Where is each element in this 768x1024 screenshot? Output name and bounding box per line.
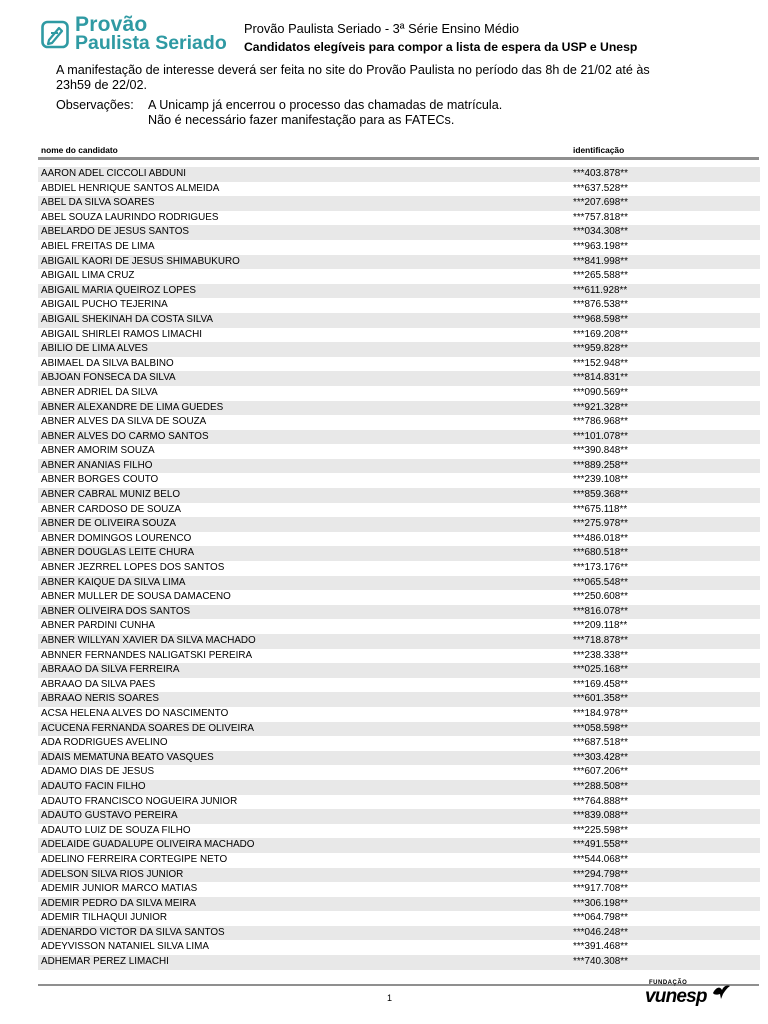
table-row: [38, 838, 760, 853]
table-row: [38, 269, 760, 284]
table-row: [38, 298, 760, 313]
candidate-identification: ***876.538**: [573, 299, 628, 311]
vunesp-logo-text: vunesp: [645, 986, 707, 1007]
candidate-identification: ***101.078**: [573, 430, 628, 442]
candidate-identification: ***152.948**: [573, 357, 628, 369]
candidate-name: ABIMAEL DA SILVA BALBINO: [41, 357, 174, 369]
table-row: [38, 342, 760, 357]
candidate-name: ADAUTO FRANCISCO NOGUEIRA JUNIOR: [41, 795, 238, 807]
observation-fatecs: Não é necessário fazer manifestação para as FATECs.: [148, 113, 455, 127]
candidate-identification: ***921.328**: [573, 401, 628, 413]
table-row: [38, 663, 760, 678]
candidate-name: ABELARDO DE JESUS SANTOS: [41, 226, 189, 238]
table-row: [38, 328, 760, 343]
candidate-identification: ***491.558**: [573, 839, 628, 851]
candidate-identification: ***173.176**: [573, 562, 628, 574]
candidate-identification: ***839.088**: [573, 810, 628, 822]
candidate-identification: ***090.569**: [573, 386, 628, 398]
candidate-name: ABNER DOUGLAS LEITE CHURA: [41, 547, 195, 559]
candidate-name: ABIGAIL MARIA QUEIROZ LOPES: [41, 284, 196, 296]
table-row: [38, 809, 760, 824]
table-row: [38, 401, 760, 416]
vunesp-logo-small-text: FUNDAÇÃO: [649, 980, 688, 986]
table-row: [38, 386, 760, 401]
table-row: [38, 868, 760, 883]
candidate-identification: ***611.928**: [573, 284, 628, 296]
table-row: [38, 795, 760, 810]
candidate-name: ABEL DA SILVA SOARES: [41, 197, 155, 209]
candidate-identification: ***225.598**: [573, 824, 628, 836]
candidate-name: ABNER ALVES DA SILVA DE SOUZA: [41, 416, 207, 428]
table-row: [38, 692, 760, 707]
candidate-name: ABRAAO DA SILVA FERREIRA: [41, 664, 180, 676]
table-row: [38, 576, 760, 591]
table-row: [38, 955, 760, 970]
vunesp-logo: [643, 980, 733, 1010]
candidate-name: ABNER BORGES COUTO: [41, 474, 159, 486]
table-row: [38, 678, 760, 693]
candidate-identification: ***207.698**: [573, 197, 628, 209]
table-row: [38, 517, 760, 532]
candidate-identification: ***764.888**: [573, 795, 628, 807]
candidate-name: ABEL SOUZA LAURINDO RODRIGUES: [41, 211, 219, 223]
table-row: [38, 167, 760, 182]
observations-label: Observações:: [56, 98, 134, 112]
candidate-identification: ***391.468**: [573, 941, 628, 953]
candidate-name: ABIGAIL PUCHO TEJERINA: [41, 299, 168, 311]
candidate-name: ABILIO DE LIMA ALVES: [41, 343, 148, 355]
candidate-identification: ***265.588**: [573, 270, 628, 282]
candidate-name: ADAUTO FACIN FILHO: [41, 780, 146, 792]
candidate-name: ABRAAO NERIS SOARES: [41, 693, 159, 705]
table-row: [38, 619, 760, 634]
document-title: Provão Paulista Seriado - 3ª Série Ensino Médio: [244, 21, 520, 36]
candidate-name: ADAUTO GUSTAVO PEREIRA: [41, 810, 178, 822]
candidate-identification: ***403.878**: [573, 168, 628, 179]
candidate-name: ABNNER FERNANDES NALIGATSKI PEREIRA: [41, 649, 253, 661]
candidate-identification: ***544.068**: [573, 853, 628, 865]
candidate-name: ABNER ANANIAS FILHO: [41, 459, 153, 471]
table-row: [38, 225, 760, 240]
candidate-identification: ***917.708**: [573, 883, 628, 895]
candidate-name: ABNER WILLYAN XAVIER DA SILVA MACHADO: [41, 635, 256, 646]
table-row: [38, 649, 760, 664]
candidate-identification: ***250.608**: [573, 591, 628, 603]
candidate-identification: ***841.998**: [573, 255, 628, 267]
table-row: [38, 911, 760, 926]
table-row: [38, 473, 760, 488]
table-row: [38, 532, 760, 547]
table-row: [38, 590, 760, 605]
table-row: [38, 211, 760, 226]
candidate-identification: ***303.428**: [573, 751, 628, 763]
table-row: [38, 240, 760, 255]
table-row: [38, 415, 760, 430]
table-row: [38, 459, 760, 474]
candidate-identification: ***718.878**: [573, 635, 628, 646]
column-header-name: nome do candidato: [41, 145, 118, 155]
candidate-identification: ***675.118**: [573, 503, 628, 515]
candidate-identification: ***275.978**: [573, 518, 628, 530]
table-row: [38, 371, 760, 386]
candidate-name: ADAIS MEMATUNA BEATO VASQUES: [41, 751, 214, 763]
candidate-name: ABIGAIL SHEKINAH DA COSTA SILVA: [41, 313, 213, 325]
table-row: [38, 722, 760, 737]
table-row: [38, 897, 760, 912]
candidate-name: AARON ADEL CICCOLI ABDUNI: [41, 168, 187, 179]
table-row: [38, 444, 760, 459]
candidate-name: ABJOAN FONSECA DA SILVA: [41, 372, 176, 384]
candidate-name: ABNER CARDOSO DE SOUZA: [41, 503, 181, 515]
logo-text-line1: Provão: [75, 13, 148, 36]
candidate-identification: ***859.368**: [573, 489, 628, 501]
candidate-identification: ***209.118**: [573, 620, 628, 632]
candidate-name: ADELAIDE GUADALUPE OLIVEIRA MACHADO: [41, 839, 255, 851]
candidate-identification: ***058.598**: [573, 722, 628, 734]
candidate-identification: ***680.518**: [573, 547, 628, 559]
candidate-name: ADEYVISSON NATANIEL SILVA LIMA: [41, 941, 209, 953]
logo-text-line2: Paulista Seriado: [75, 32, 227, 54]
table-row: [38, 751, 760, 766]
column-header-identification: identificação: [573, 145, 625, 155]
candidate-name: ABIGAIL KAORI DE JESUS SHIMABUKURO: [41, 255, 240, 267]
candidate-identification: ***306.198**: [573, 897, 628, 909]
candidate-name: ABNER AMORIM SOUZA: [41, 445, 155, 457]
candidate-name: ACSA HELENA ALVES DO NASCIMENTO: [41, 707, 229, 719]
table-row: [38, 503, 760, 518]
bird-icon: [711, 984, 731, 1000]
table-row: [38, 546, 760, 561]
candidate-identification: ***601.358**: [573, 693, 628, 705]
candidate-identification: ***390.848**: [573, 445, 628, 457]
table-row: [38, 853, 760, 868]
candidate-identification: ***064.798**: [573, 912, 628, 924]
candidate-identification: ***816.078**: [573, 605, 628, 617]
table-row: [38, 634, 760, 649]
table-row: [38, 196, 760, 211]
candidate-identification: ***169.208**: [573, 328, 628, 340]
table-row: [38, 488, 760, 503]
table-row: [38, 357, 760, 372]
candidate-name: ADHEMAR PEREZ LIMACHI: [41, 956, 169, 968]
table-row: [38, 736, 760, 751]
table-row: [38, 882, 760, 897]
pencil-box-icon: [41, 19, 69, 49]
candidate-name: ADEMIR JUNIOR MARCO MATIAS: [41, 883, 198, 895]
candidate-name: ADENARDO VICTOR DA SILVA SANTOS: [41, 926, 225, 938]
candidate-table: [38, 167, 760, 970]
candidate-identification: ***740.308**: [573, 956, 628, 968]
candidate-name: ABIEL FREITAS DE LIMA: [41, 240, 155, 252]
candidate-name: ABNER MULLER DE SOUSA DAMACENO: [41, 591, 231, 603]
table-row: [38, 940, 760, 955]
table-row: [38, 780, 760, 795]
candidate-name: ADELINO FERREIRA CORTEGIPE NETO: [41, 853, 228, 865]
candidate-name: ABNER DOMINGOS LOURENCO: [41, 532, 192, 544]
provao-paulista-logo: [41, 13, 231, 56]
candidate-identification: ***814.831**: [573, 372, 628, 384]
observations: [56, 98, 502, 128]
candidate-name: ABRAAO DA SILVA PAES: [41, 678, 156, 690]
candidate-identification: ***786.968**: [573, 416, 628, 428]
table-row: [38, 561, 760, 576]
deadline-notice: A manifestação de interesse deverá ser feita no site do Provão Paulista no período das 8h de 21/02 até às 23h59 de 22/02.: [56, 63, 650, 92]
candidate-identification: ***637.528**: [573, 182, 628, 194]
document-subtitle: Candidatos elegíveis para compor a lista de espera da USP e Unesp: [244, 40, 638, 54]
candidate-identification: ***034.308**: [573, 226, 628, 238]
candidate-name: ABNER JEZRREL LOPES DOS SANTOS: [41, 562, 225, 574]
candidate-identification: ***968.598**: [573, 313, 628, 325]
candidate-name: ADA RODRIGUES AVELINO: [41, 737, 168, 749]
candidate-name: ADELSON SILVA RIOS JUNIOR: [41, 868, 184, 880]
candidate-name: ABDIEL HENRIQUE SANTOS ALMEIDA: [41, 182, 220, 194]
candidate-name: ABNER PARDINI CUNHA: [41, 620, 155, 632]
candidate-name: ABNER ALEXANDRE DE LIMA GUEDES: [41, 401, 224, 413]
observations-text: [148, 98, 502, 128]
candidate-identification: ***757.818**: [573, 211, 628, 223]
candidate-name: ADAUTO LUIZ DE SOUZA FILHO: [41, 824, 191, 836]
page-number: 1: [387, 993, 393, 1003]
candidate-identification: ***963.198**: [573, 240, 628, 252]
candidate-name: ADEMIR PEDRO DA SILVA MEIRA: [41, 897, 196, 909]
candidate-name: ABIGAIL LIMA CRUZ: [41, 270, 135, 282]
table-row: [38, 707, 760, 722]
candidate-name: ABNER ADRIEL DA SILVA: [41, 386, 158, 398]
table-row: [38, 824, 760, 839]
table-row: [38, 255, 760, 270]
observation-unicamp: A Unicamp já encerrou o processo das chamadas de matrícula.: [148, 98, 503, 112]
table-row: [38, 430, 760, 445]
candidate-identification: ***607.206**: [573, 766, 628, 778]
candidate-identification: ***486.018**: [573, 532, 628, 544]
candidate-identification: ***238.338**: [573, 649, 628, 661]
candidate-identification: ***239.108**: [573, 474, 628, 486]
candidate-identification: ***687.518**: [573, 737, 628, 749]
candidate-identification: ***294.798**: [573, 868, 628, 880]
candidate-identification: ***046.248**: [573, 926, 628, 938]
candidate-name: ADAMO DIAS DE JESUS: [41, 766, 155, 778]
table-row: [38, 926, 760, 941]
candidate-name: ABNER CABRAL MUNIZ BELO: [41, 489, 181, 501]
candidate-name: ABNER KAIQUE DA SILVA LIMA: [41, 576, 186, 588]
table-row: [38, 284, 760, 299]
candidate-name: ACUCENA FERNANDA SOARES DE OLIVEIRA: [41, 722, 254, 734]
table-row: [38, 765, 760, 780]
candidate-name: ABNER ALVES DO CARMO SANTOS: [41, 430, 209, 442]
candidate-identification: ***065.548**: [573, 576, 628, 588]
candidate-name: ADEMIR TILHAQUI JUNIOR: [41, 912, 168, 924]
table-row: [38, 605, 760, 620]
candidate-identification: ***959.828**: [573, 343, 628, 355]
candidate-name: ABNER OLIVEIRA DOS SANTOS: [41, 605, 191, 617]
table-row: [38, 313, 760, 328]
table-row: [38, 182, 760, 197]
candidate-identification: ***169.458**: [573, 678, 628, 690]
candidate-identification: ***288.508**: [573, 780, 628, 792]
candidate-identification: ***184.978**: [573, 707, 628, 719]
candidate-identification: ***889.258**: [573, 459, 628, 471]
candidate-name: ABNER DE OLIVEIRA SOUZA: [41, 518, 176, 530]
candidate-identification: ***025.168**: [573, 664, 628, 676]
candidate-name: ABIGAIL SHIRLEI RAMOS LIMACHI: [41, 328, 202, 340]
header-divider: [38, 157, 759, 160]
